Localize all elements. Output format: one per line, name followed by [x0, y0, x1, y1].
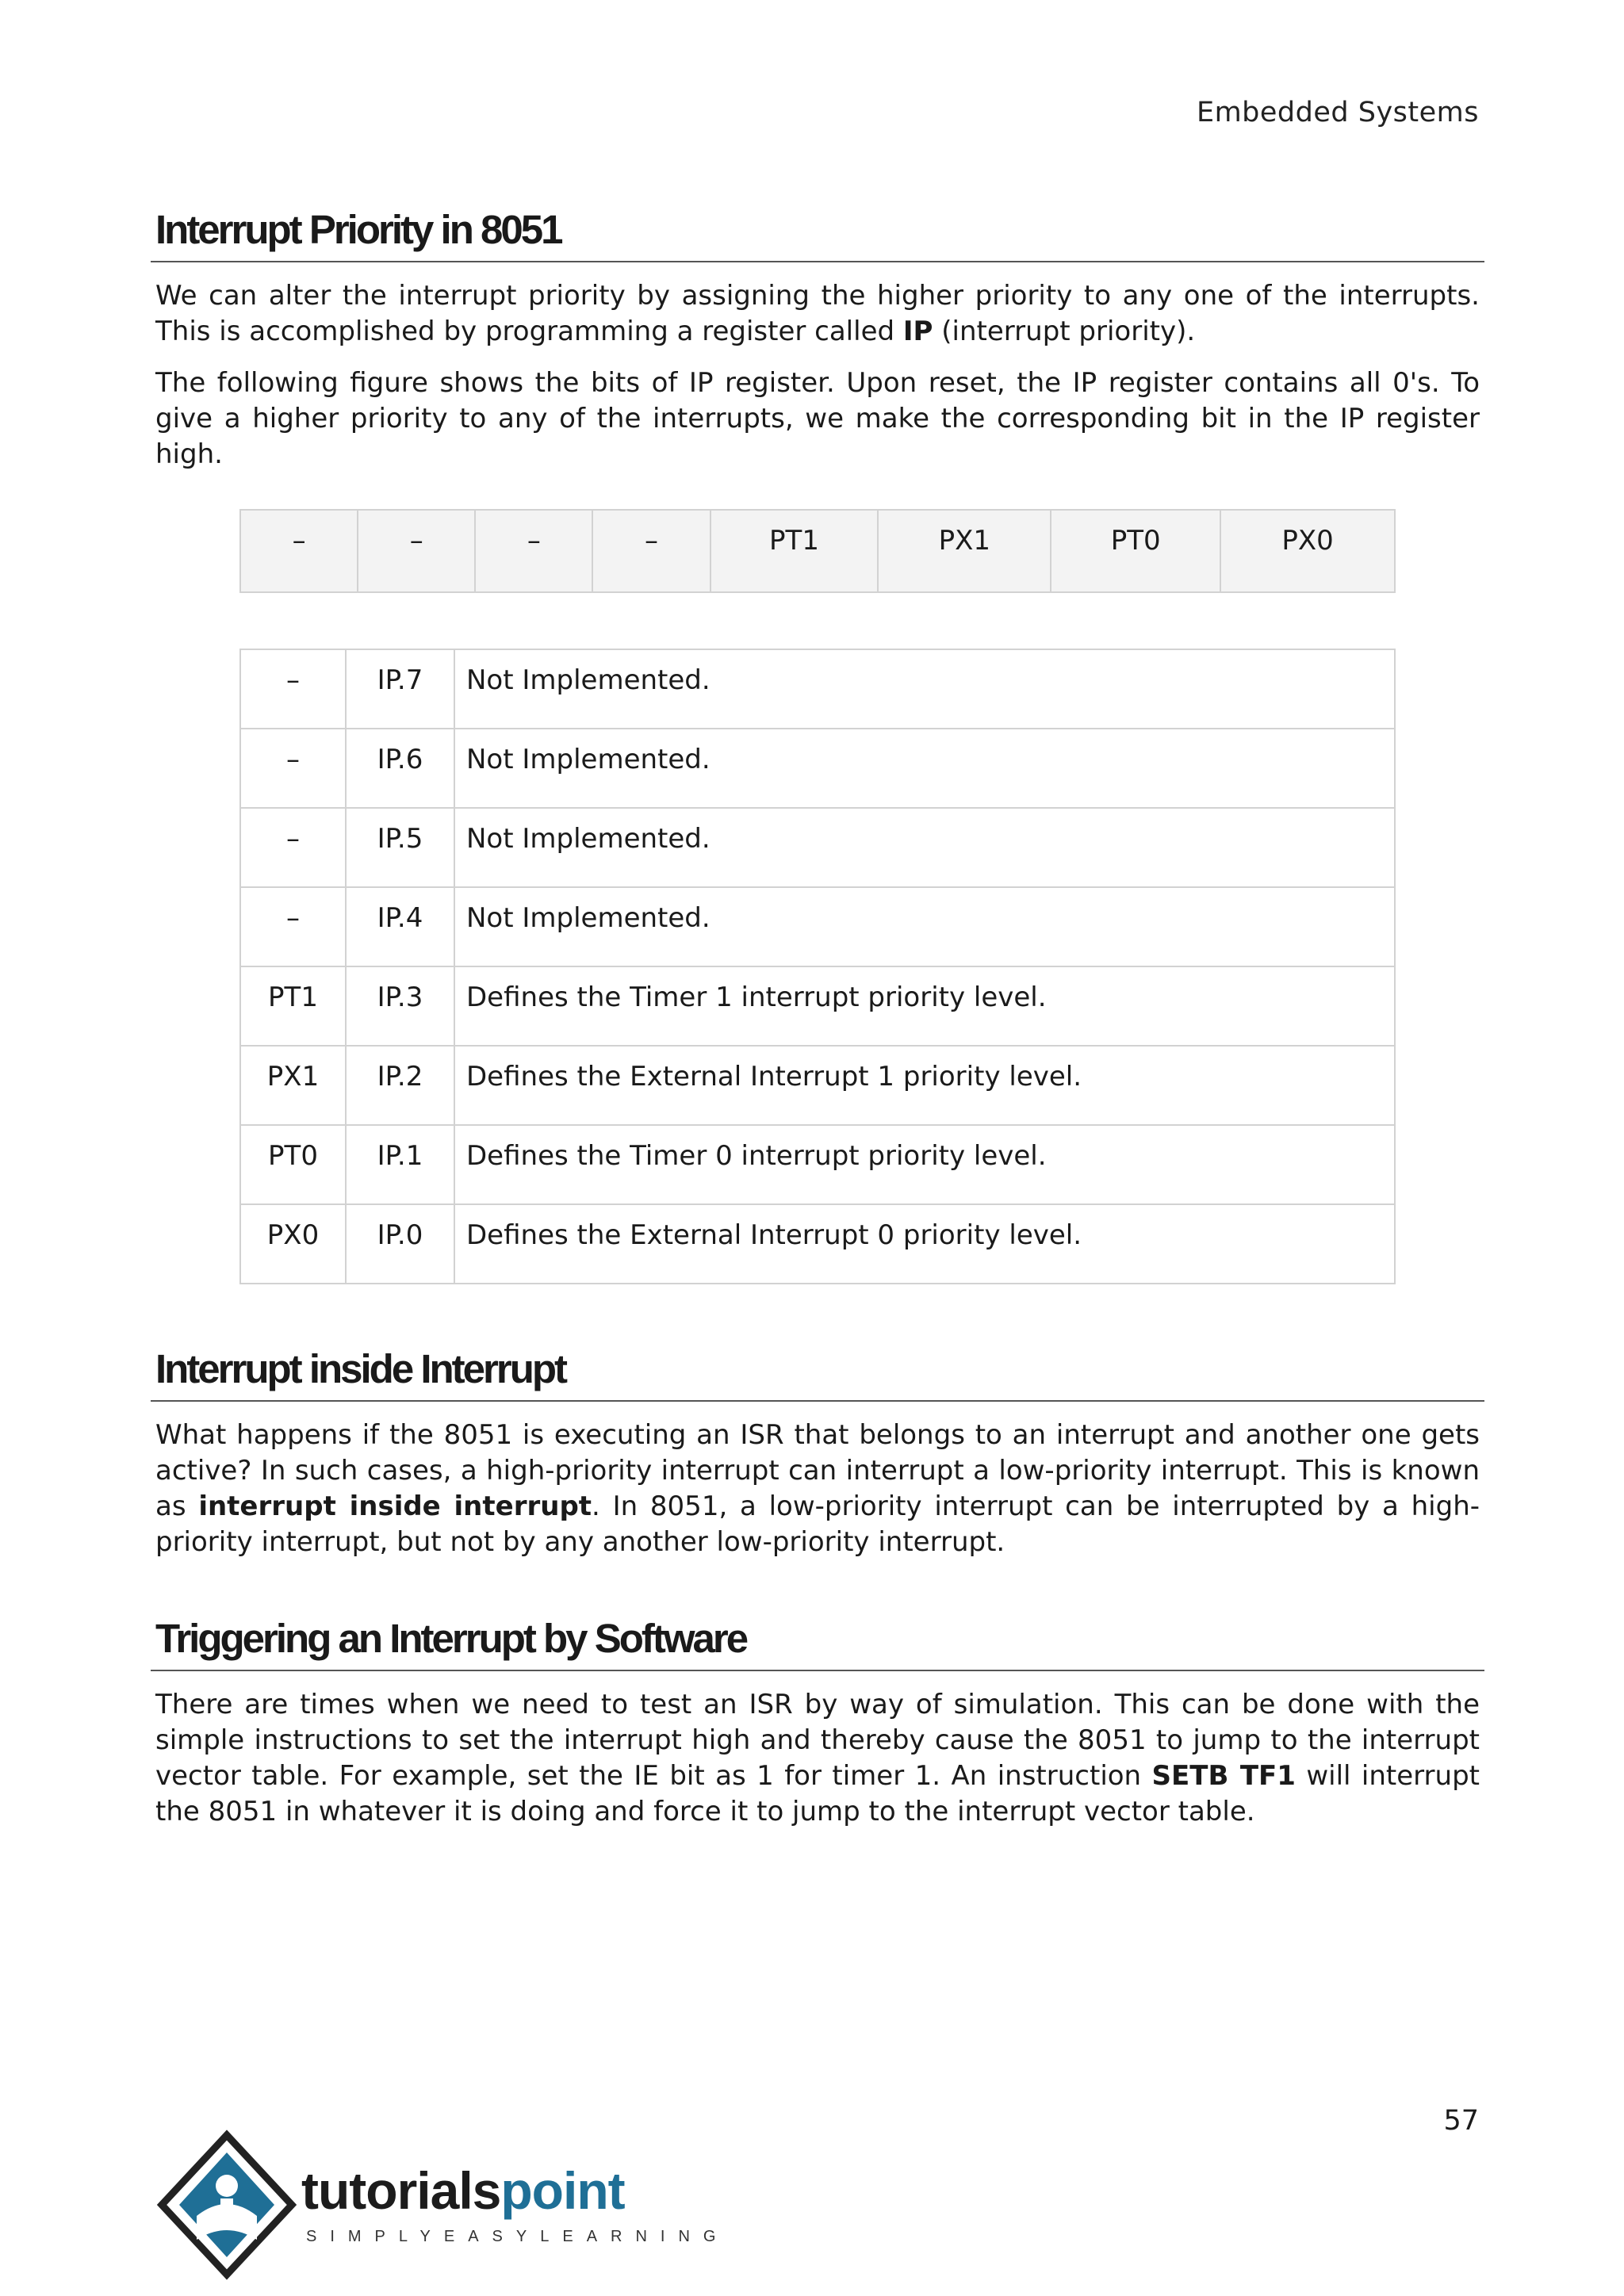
section-triggering-by-software: [155, 1615, 1480, 1830]
section-interrupt-priority: [155, 206, 1480, 473]
bit-description: Defines the Timer 0 interrupt priority level.: [454, 1125, 1395, 1204]
bit-address: IP.7: [346, 649, 454, 729]
bit-cell: –: [358, 510, 475, 592]
logo-tagline: SIMPLYEASYLEARNING: [306, 2228, 730, 2245]
bit-cell: PX0: [1220, 510, 1395, 592]
table-row: [240, 966, 1395, 1046]
bit-cell: –: [592, 510, 710, 592]
bit-cell: –: [475, 510, 592, 592]
bit-name: PT0: [240, 1125, 346, 1204]
bit-description: Not Implemented.: [454, 808, 1395, 887]
section-heading: Interrupt inside Interrupt: [151, 1345, 1484, 1402]
bit-address: IP.1: [346, 1125, 454, 1204]
bit-description: Not Implemented.: [454, 649, 1395, 729]
bit-address: IP.5: [346, 808, 454, 887]
paragraph: There are times when we need to test an ISR by way of simulation. This can be done with the simple instructions to set the interrupt high and thereby cause the 8051 to jump to the interrupt vector table. For example, set the IE bit as 1 for timer 1. An instruction SETB TF1 will interrupt the 8051 in whatever it is doing and force it to jump to the interrupt vector table.: [155, 1689, 1480, 1827]
table-row: [240, 808, 1395, 887]
bit-address: IP.3: [346, 966, 454, 1046]
bit-name: –: [240, 808, 346, 887]
bit-name: PT1: [240, 966, 346, 1046]
section-heading: Interrupt Priority in 8051: [151, 206, 1484, 262]
section-interrupt-inside-interrupt: [155, 1345, 1480, 1560]
bit-description: Not Implemented.: [454, 887, 1395, 966]
bit-name: PX0: [240, 1204, 346, 1284]
paragraph: We can alter the interrupt priority by assigning the higher priority to any one of the interrupts. This is accomplished by programming a register called IP (interrupt priority).: [155, 280, 1480, 347]
bit-cell: PT0: [1051, 510, 1220, 592]
paragraph: What happens if the 8051 is executing an ISR that belongs to an interrupt and another one gets active? In such cases, a high-priority interrupt can interrupt a low-priority interrupt. This is known as interrupt inside interrupt. In 8051, a low-priority interrupt can be interrupted by a high-priority interrupt, but not by any another low-priority interrupt.: [155, 1419, 1480, 1558]
table-row: [240, 1125, 1395, 1204]
bit-cell: PT1: [710, 510, 879, 592]
bit-address: IP.6: [346, 729, 454, 808]
bit-cell: PX1: [878, 510, 1051, 592]
logo-wordmark: tutorialspoint: [301, 2161, 625, 2220]
ip-register-bits-table: [239, 509, 1396, 593]
bit-name: –: [240, 729, 346, 808]
running-header: Embedded Systems: [1196, 97, 1479, 128]
bit-address: IP.4: [346, 887, 454, 966]
section-heading: Triggering an Interrupt by Software: [151, 1615, 1484, 1671]
table-row: [240, 1204, 1395, 1284]
table-row: [240, 1046, 1395, 1125]
logo-emblem-icon: [155, 2129, 298, 2287]
bit-description: Not Implemented.: [454, 729, 1395, 808]
page-number: 57: [1443, 2105, 1479, 2137]
bit-name: PX1: [240, 1046, 346, 1125]
tutorialspoint-logo: [155, 2129, 730, 2287]
table-row: [240, 649, 1395, 729]
paragraph: The following figure shows the bits of IP register. Upon reset, the IP register contains all 0's. To give a higher priority to any of the interrupts, we make the corresponding bit in the IP register high.: [155, 367, 1480, 470]
bit-description: Defines the External Interrupt 1 priority level.: [454, 1046, 1395, 1125]
bit-cell: –: [240, 510, 358, 592]
bit-name: –: [240, 887, 346, 966]
table-row: [240, 887, 1395, 966]
ip-bits-description-table: [239, 649, 1396, 1284]
table-row: [240, 729, 1395, 808]
bit-address: IP.0: [346, 1204, 454, 1284]
bit-description: Defines the Timer 1 interrupt priority level.: [454, 966, 1395, 1046]
bit-description: Defines the External Interrupt 0 priority level.: [454, 1204, 1395, 1284]
bit-address: IP.2: [346, 1046, 454, 1125]
bit-name: –: [240, 649, 346, 729]
